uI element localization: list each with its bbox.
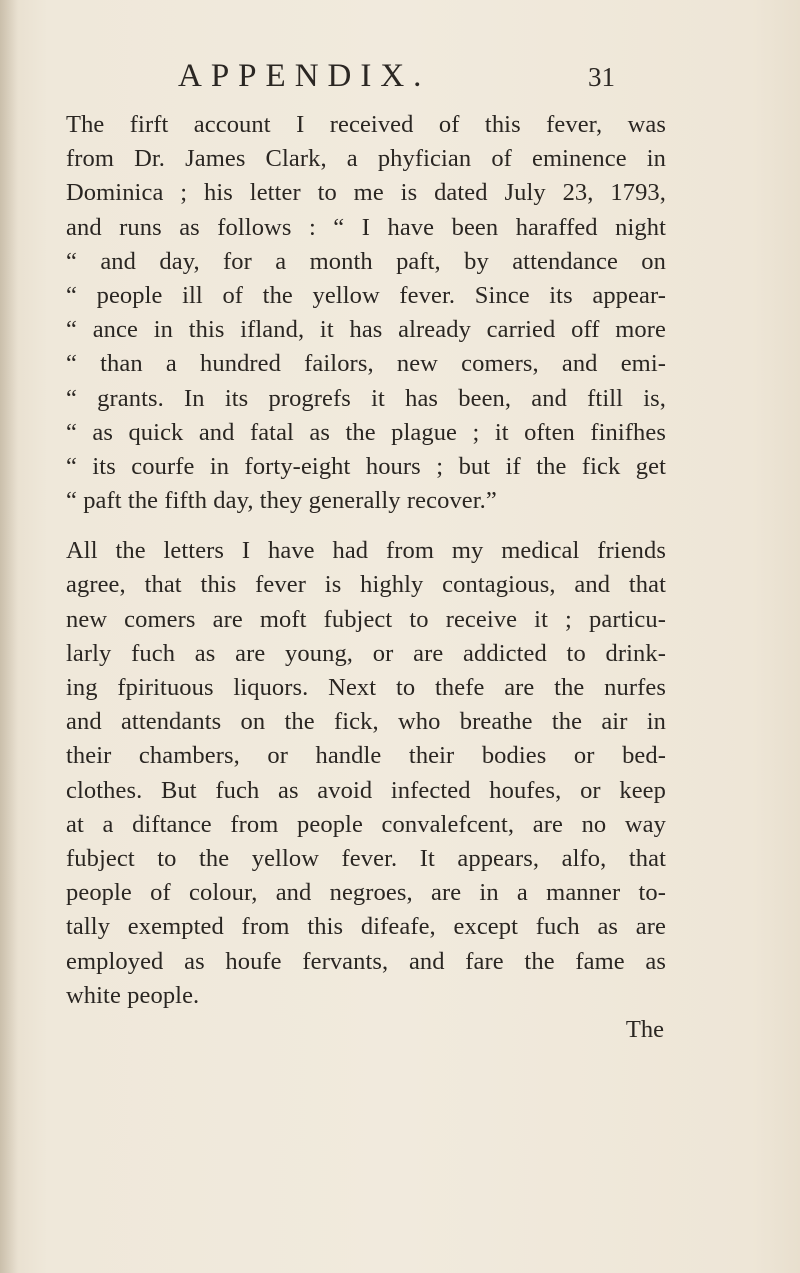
text-line: “ people ill of the yellow fever. Since its appear- [66, 281, 666, 309]
text-line: and attendants on the fick, who breathe the air in [66, 708, 666, 736]
text-line: agree, that this fever is highly contagious, and that [66, 571, 666, 599]
text-line: “ than a hundred failors, new comers, and emi- [66, 350, 666, 378]
text-line: fubject to the yellow fever. It appears, alfo, that [66, 844, 666, 872]
text-line: “ ance in this ifland, it has already carried off more [66, 316, 666, 344]
text-line: employed as houfe fervants, and fare the fame as [66, 947, 666, 975]
text-line: tally exempted from this difeafe, except fuch as are [66, 913, 666, 941]
text-line: ing fpirituous liquors. Next to thefe are the nurfes [66, 674, 666, 701]
text-line: white people. [66, 981, 200, 1009]
text-line: Dominica ; his letter to me is dated July 23, 1793, [66, 179, 666, 207]
body-text [66, 108, 666, 1047]
text-line: All the letters I have had from my medical friends [66, 537, 666, 565]
text-line: “ as quick and fatal as the plague ; it often finifhes [66, 418, 666, 446]
text-line: their chambers, or handle their bodies or bed- [66, 742, 666, 770]
text-line: people of colour, and negroes, are in a manner to- [66, 879, 666, 907]
text-line: and runs as follows : “ I have been haraffed night [66, 213, 666, 241]
text-line: “ its courfe in forty-eight hours ; but if the fick get [66, 452, 666, 480]
text-line: from Dr. James Clark, a phyfician of eminence in [66, 145, 666, 173]
text-line: “ paft the fifth day, they generally recover.” [66, 487, 497, 515]
paragraph-2 [66, 534, 666, 1013]
page-number: 31 [588, 62, 615, 92]
spine-shadow [0, 0, 18, 1273]
text-line: “ and day, for a month paft, by attendance on [66, 247, 666, 275]
text-line: at a diftance from people convalefcent, are no way [66, 810, 666, 838]
text-line: “ grants. In its progrefs it has been, and ftill is, [66, 384, 666, 412]
text-line: new comers are moft fubject to receive it ; particu- [66, 605, 666, 633]
catchword: The [625, 1015, 664, 1043]
paragraph-1 [66, 108, 666, 518]
text-line: The firft account I received of this fever, was [66, 111, 666, 138]
text-line: clothes. But fuch as avoid infected houfes, or keep [66, 776, 666, 804]
page-header [0, 58, 800, 98]
paragraph-gap [66, 518, 666, 534]
running-head: APPENDIX. [178, 58, 431, 94]
text-line: larly fuch as are young, or are addicted to drink- [66, 639, 666, 667]
